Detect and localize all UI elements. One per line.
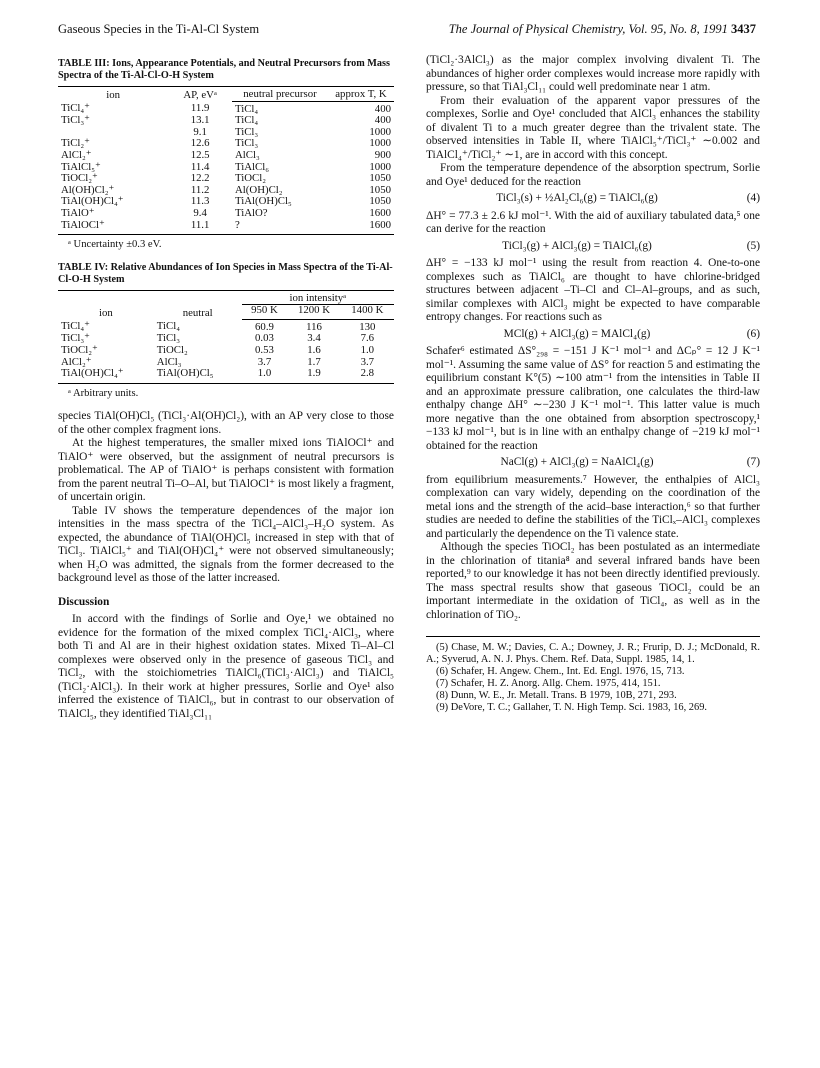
table-cell: TiAl(OH)Cl₄⁺ <box>58 368 154 383</box>
table-row <box>58 150 394 162</box>
table-row <box>58 115 394 127</box>
right-paragraph-2: From their evaluation of the apparent vapor pressures of the complexes, Sorlie and Oye¹ concluded that AlCl₃ enhances the stability of divalent Ti to a much greater degree than the trivalent state. The observed intensities in Table II, where TiAlCl₅⁺/TiCl₃⁺ ∼0.002 and TiAlCl₄⁺/TiCl₂⁺ ∼1, are in accord with this concept. <box>426 94 760 161</box>
table-cell: TiOCl₂ <box>235 172 266 185</box>
running-title: Gaseous Species in the Ti-Al-Cl System <box>58 22 260 36</box>
table-row <box>58 173 394 185</box>
table-cell: TiAlCl₆ <box>235 160 269 173</box>
table-cell: 9.4 <box>193 206 207 219</box>
table-row <box>58 368 394 383</box>
table3-header-ap: AP, eVᵃ <box>168 87 232 102</box>
left-paragraph-3: Table IV shows the temperature dependences of the major ion intensities in the mass spectra of the TiCl₄–AlCl₃–H₂O system. As expected, the abundance of TiAl(OH)Cl₅ increased in step with that of TiCl₃. TiAlCl₅⁺ and TiAl(OH)Cl₄⁺ were not observed simultaneously; when H₂O was admitted, the signals from the former decreased to the background level as those of the latter increased. <box>58 504 394 585</box>
table-cell: 9.1 <box>193 125 207 138</box>
table-cell: 900 <box>374 148 391 161</box>
equation-5-expression: TiCl₃(g) + AlCl₃(g) = TiAlCl₆(g) <box>502 239 652 252</box>
table-cell: TiCl₄⁺ <box>61 320 90 333</box>
table3 <box>58 86 394 235</box>
equation-6-number: (6) <box>746 327 760 340</box>
discussion-heading: Discussion <box>58 595 110 608</box>
right-column <box>426 54 760 714</box>
table-cell: 400 <box>374 114 391 127</box>
table3-footnote: ᵃ Uncertainty ±0.3 eV. <box>68 239 162 251</box>
table-cell: TiAlCl₅⁺ <box>61 160 101 173</box>
equation-7 <box>426 456 760 470</box>
table-cell: AlCl₂⁺ <box>61 355 92 368</box>
table-cell: AlCl₃ <box>156 355 182 368</box>
table-cell: 116 <box>306 320 322 333</box>
reference-item: (8) Dunn, W. E., Jr. Metall. Trans. B 1979, 10B, 271, 293. <box>436 690 677 701</box>
table-cell: AlCl₂⁺ <box>61 148 92 161</box>
table-cell: TiOCl₂⁺ <box>61 172 98 185</box>
equation-6 <box>426 328 760 342</box>
table-row <box>58 138 394 150</box>
table4-footnote: ᵃ Arbitrary units. <box>68 387 139 399</box>
table-cell: 0.03 <box>255 332 274 345</box>
table-cell: TiCl₃ <box>235 125 259 138</box>
table-cell: 1050 <box>369 172 391 185</box>
table-row <box>58 101 394 115</box>
table-cell: 11.9 <box>190 102 210 115</box>
table-cell: TiCl₃⁺ <box>61 114 90 127</box>
table-cell: TiCl₄ <box>235 102 259 115</box>
table-cell: TiAl(OH)Cl₄⁺ <box>61 195 124 208</box>
table3-header-precursor: neutral precursor <box>232 87 328 101</box>
table-cell: TiCl₃ <box>235 137 259 150</box>
table-cell: 11.3 <box>190 195 210 208</box>
table4 <box>58 290 394 384</box>
table-row <box>58 196 394 208</box>
table-cell: 1000 <box>369 160 391 173</box>
table4-header-950: 950 K <box>242 305 288 320</box>
table-cell: TiAl(OH)Cl₅ <box>154 368 242 383</box>
table-cell: 2.8 <box>341 368 394 383</box>
table-row <box>58 208 394 220</box>
reference-item: (6) Schafer, H. Angew. Chem., Int. Ed. Engl. 1976, 15, 713. <box>436 666 685 677</box>
right-paragraph-7: from equilibrium measurements.⁷ However, the enthalpies of AlCl₃ complexation can vary widely, depending on the coordination of the metal ions and the strength of the acid–base interaction,⁶ so that further studies are needed to define the stabilities of the TiClₓ–AlCl₃ complexes and particularly the dependence on the Ti valence state. <box>426 473 760 540</box>
table-cell: 1.7 <box>307 355 321 368</box>
table-cell: TiAlO? <box>235 206 268 219</box>
table-cell: TiAl(OH)Cl₅ <box>235 195 292 208</box>
equation-5-number: (5) <box>746 239 760 252</box>
table4-header-neutral: neutral <box>154 290 242 319</box>
table-cell: TiCl₃⁺ <box>61 332 90 345</box>
table-cell: 0.53 <box>255 344 274 356</box>
table-cell: 1.6 <box>307 344 321 356</box>
table-cell: 400 <box>374 102 391 115</box>
right-paragraph-3: From the temperature dependence of the absorption spectrum, Sorlie and Oye¹ deduced for the reaction <box>426 162 760 188</box>
running-header <box>58 22 756 40</box>
table4-body <box>58 319 394 383</box>
left-paragraph-2: At the highest temperatures, the smaller mixed ions TiAlOCl⁺ and TiAlO⁺ were observed, but the assignment of neutral precursors is problematical. The AP of TiAlO⁺ is perhaps consistent with formation from the parent neutral Ti–O–Al, but TiAlOCl⁺ is most likely a fragment, of uncertain origin. <box>58 437 395 504</box>
right-paragraph-8: Although the species TiOCl₂ has been postulated as an intermediate in the chlorination of titania⁸ and several infrared bands have been reported,⁹ to our knowledge it has not been directly identified previously. The mass spectral results show that gaseous TiOCl₂ could be an important intermediate in the oxidation of TiCl₄, as well as in the chlorination of TiO₂. <box>426 541 760 621</box>
table4-header-ion: ion <box>58 290 154 319</box>
table-row <box>58 319 394 333</box>
table-row <box>58 127 394 139</box>
table3-header-ion: ion <box>58 87 168 102</box>
table3-caption: TABLE III: Ions, Appearance Potentials, and Neutral Precursors from Mass Spectra of the Ti-Al-Cl-O-H System <box>58 58 390 81</box>
table-cell: 1000 <box>369 125 391 138</box>
table-cell: 1600 <box>328 220 394 235</box>
table-cell: 1050 <box>369 183 391 196</box>
table-cell: 130 <box>359 320 376 333</box>
table-cell: TiCl₄⁺ <box>61 102 90 115</box>
reference-item: (9) DeVore, T. C.; Gallaher, T. N. High Temp. Sci. 1983, 16, 269. <box>436 702 707 713</box>
table-cell: 3.7 <box>360 355 375 368</box>
right-paragraph-5: ΔH° = −133 kJ mol⁻¹ using the result from reaction 4. One-to-one complexes such as TiAlCl₆ are thought to have chlorine-bridged structures between adjacent –Ti–Cl and Cl–Al–groups, and as such, similar complexes with AlCl₃ might be expected to have comparable entropy changes. For reactions such as <box>426 257 760 323</box>
table-cell: 7.6 <box>360 332 375 345</box>
table-cell: 1.9 <box>287 368 340 383</box>
table-row <box>58 333 394 345</box>
right-paragraph-1: (TiCl₂·3AlCl₃) as the major complex involving divalent Ti. The abundances of higher order complexes would increase more rapidly with pressure, so that TiAl₃Cl₁₁ could well predominate near 1 atm. <box>426 54 760 93</box>
reference-item: (5) Chase, M. W.; Davies, C. A.; Downey, J. R.; Frurip, D. J.; McDonald, R. A.; Syverud, A. N. J. Phys. Chem. Ref. Data, Suppl. 1985, 14, 1. <box>426 642 760 665</box>
equation-5 <box>426 240 760 254</box>
table3-body <box>58 101 394 235</box>
table-cell: TiCl₄ <box>156 320 180 333</box>
table-cell: 11.1 <box>168 220 232 235</box>
table-cell: TiOCl₂⁺ <box>61 344 98 356</box>
table4-header-1200: 1200 K <box>287 305 340 320</box>
table-cell: 11.2 <box>190 183 210 196</box>
reference-item: (7) Schafer, H. Z. Anorg. Allg. Chem. 1975, 414, 151. <box>436 678 661 689</box>
table-cell: AlCl₃ <box>235 148 260 161</box>
table3-header-temp: approx T, K <box>328 87 394 101</box>
table-cell: 1050 <box>369 195 391 208</box>
table-cell: 1000 <box>369 137 391 150</box>
table-cell: TiAlO⁺ <box>61 206 95 219</box>
journal-name: The Journal of Physical Chemistry, Vol. 95, No. 8, 1991 <box>448 22 728 36</box>
table-cell: 12.6 <box>190 137 210 150</box>
table-cell: 1.0 <box>360 344 375 356</box>
table-cell: TiOCl₂ <box>156 344 188 356</box>
table-row <box>58 345 394 357</box>
right-paragraph-6: Schafer⁶ estimated ΔS°₂₉₈ = −151 J K⁻¹ mol⁻¹ and ΔCₚ° = 12 J K⁻¹ mol⁻¹. Assuming the same value of ΔS° for reaction 5 and estimating the equilibrium constant K°(5) ∼100 atm⁻¹ from the intensities in Table II and an approximate pressure calibration, one calculates the third-law enthalpy change ΔH° ∼−230 J K⁻¹ mol⁻¹. This latter value is much more negative than the one obtained from absorption spectroscopy,¹ −133 kJ mol⁻¹, but is in line with an enthalpy change of −219 kJ mol⁻¹ obtained for the reaction <box>426 345 760 452</box>
table-cell: 3.4 <box>307 332 321 345</box>
equation-4 <box>426 192 760 206</box>
table-cell: Al(OH)Cl₂⁺ <box>61 183 115 196</box>
right-paragraph-4: ΔH° = 77.3 ± 2.6 kJ mol⁻¹. With the aid of auxiliary tabulated data,⁵ one can derive for the reaction <box>426 209 760 235</box>
table4-group-header: ion intensityᵃ <box>242 290 394 305</box>
table-cell: 13.1 <box>190 114 210 127</box>
table-cell: 3.7 <box>257 355 272 368</box>
equation-4-expression: TiCl₃(s) + ½Al₂Cl₆(g) = TiAlCl₆(g) <box>496 192 658 204</box>
left-paragraph-1: species TiAl(OH)Cl₅ (TiCl₃·Al(OH)Cl₂), with an AP very close to those of the other complex fragment ions. <box>58 410 394 436</box>
references <box>426 636 760 714</box>
table4-header-1400: 1400 K <box>341 305 394 320</box>
table-cell: 1.0 <box>242 368 288 383</box>
equation-4-number: (4) <box>746 192 760 204</box>
table-cell: Al(OH)Cl₂ <box>235 183 283 196</box>
table-cell: 60.9 <box>255 320 274 333</box>
table-cell: 12.5 <box>190 148 210 161</box>
equation-6-expression: MCl(g) + AlCl₃(g) = MAlCl₄(g) <box>503 327 651 340</box>
table-row <box>58 220 394 235</box>
page-number: 3437 <box>731 22 756 36</box>
table-cell: TiCl₃ <box>156 332 180 345</box>
journal-citation <box>449 22 756 37</box>
equation-7-expression: NaCl(g) + AlCl₃(g) = NaAlCl₄(g) <box>500 456 654 468</box>
table-cell: TiAlOCl⁺ <box>58 220 168 235</box>
table-cell: 12.2 <box>190 172 210 185</box>
table-cell: TiCl₂⁺ <box>61 137 90 150</box>
table-cell: 1600 <box>369 206 391 219</box>
table-cell: ? <box>232 220 328 235</box>
left-column <box>58 54 394 721</box>
table-cell: 11.4 <box>190 160 210 173</box>
table-cell: TiCl₄ <box>235 114 259 127</box>
left-paragraph-4: In accord with the findings of Sorlie and Oye,¹ we obtained no evidence for the formation of the mixed complex TiCl₄·AlCl₃, where both Ti and Al are in their highest oxidation states. Mixed Ti–Al–Cl complexes were observed only in the presence of gaseous TiCl₃ and TiCl₂, with the stoichiometries TiAlCl₆(TiCl₃·AlCl₃) and TiAlCl₅ (TiCl₂·AlCl₃). In their work at higher pressures, Sorlie and Oye¹ also inferred the existence of TiAlCl₆, but in contrast to our observation of TiAlCl₅, they identified TiAl₃Cl₁₁ <box>58 613 394 720</box>
equation-7-number: (7) <box>746 456 760 468</box>
table-row <box>58 162 394 174</box>
table4-caption: TABLE IV: Relative Abundances of Ion Species in Mass Spectra of the Ti-Al-Cl-O-H System <box>58 261 393 285</box>
